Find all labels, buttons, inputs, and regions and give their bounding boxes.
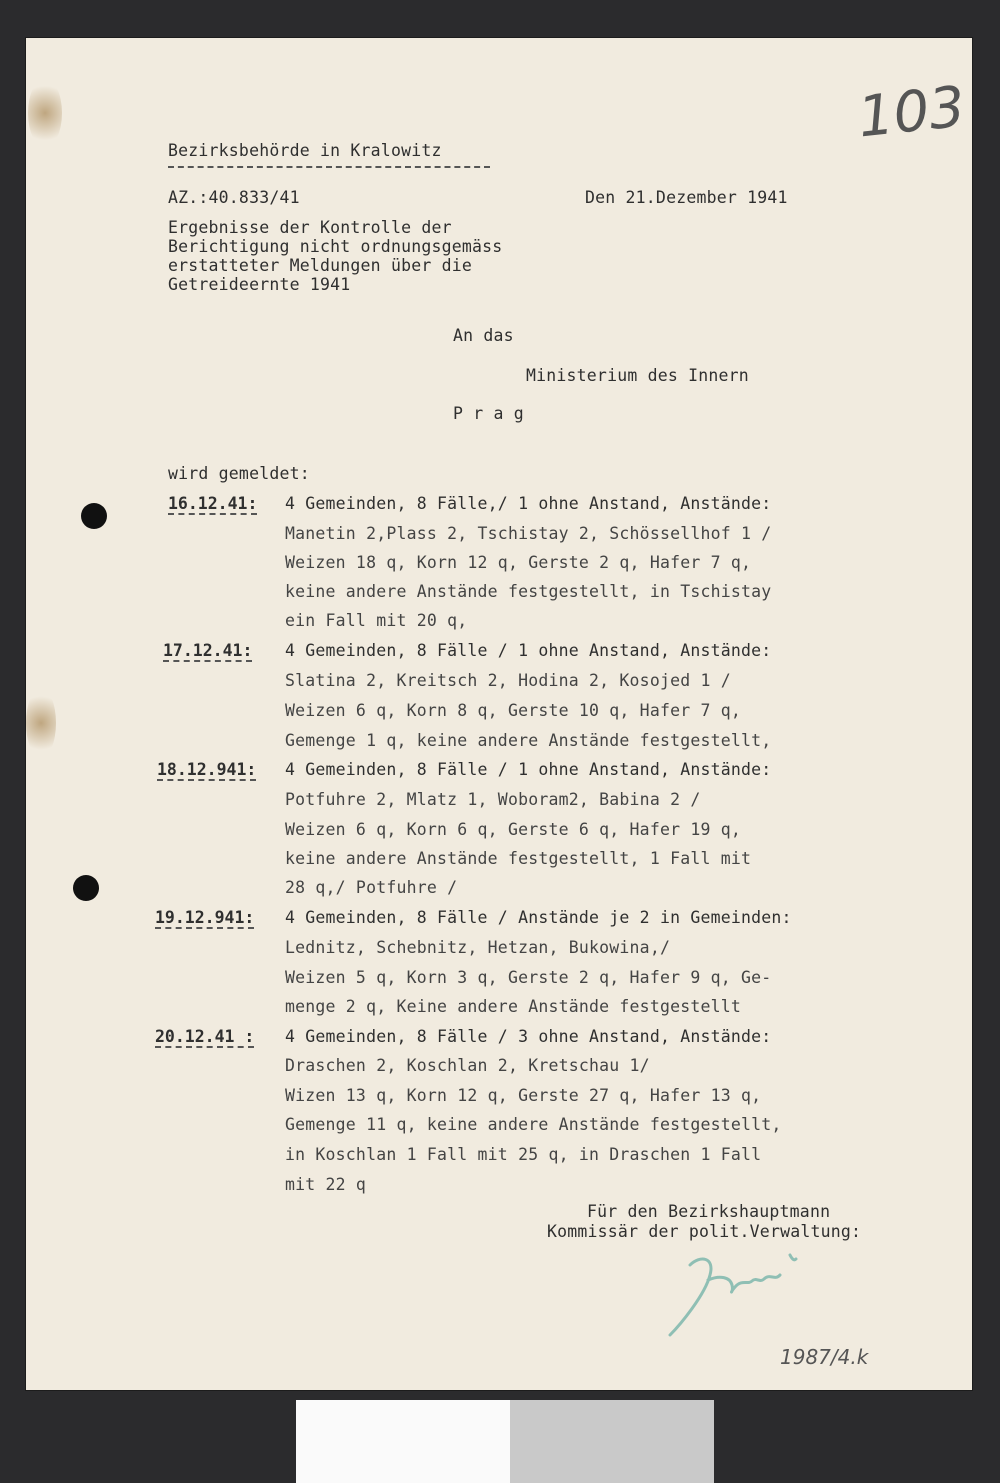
scan-calibration-gray	[510, 1400, 714, 1483]
intro-text: wird gemeldet:	[168, 464, 310, 483]
punch-hole-upper	[81, 503, 107, 529]
closing-line-1: Für den Bezirkshauptmann	[587, 1202, 831, 1221]
stain-top	[28, 78, 62, 148]
subject-line-1: Ergebnisse der Kontrolle der	[168, 218, 452, 237]
entry-line: Weizen 6 q, Korn 6 q, Gerste 6 q, Hafer 19 q,	[285, 820, 742, 839]
entry-line: Slatina 2, Kreitsch 2, Hodina 2, Kosojed 1 /	[285, 671, 731, 690]
entry-line: Weizen 18 q, Korn 12 q, Gerste 2 q, Hafer 7 q,	[285, 553, 752, 572]
page-number-annotation: 103	[854, 74, 968, 151]
document-date: Den 21.Dezember 1941	[585, 188, 788, 207]
subject-line-4: Getreideernte 1941	[168, 275, 351, 294]
entry-line: 4 Gemeinden, 8 Fälle / 1 ohne Anstand, Anstände:	[285, 641, 772, 660]
entry-line: menge 2 q, Keine andere Anstände festgestellt	[285, 997, 742, 1016]
punch-hole-lower	[73, 875, 99, 901]
entry-line: Manetin 2,Plass 2, Tschistay 2, Schössellhof 1 /	[285, 524, 772, 543]
entry-line: 28 q,/ Potfuhre /	[285, 878, 458, 897]
entry-date: 19.12.941:	[155, 908, 255, 927]
archive-mark: 1987/4.k	[780, 1345, 869, 1369]
entry-line: Potfuhre 2, Mlatz 1, Woboram2, Babina 2 /	[285, 790, 701, 809]
entry-line: 4 Gemeinden, 8 Fälle / Anstände je 2 in Gemeinden:	[285, 908, 792, 927]
scan-calibration-white	[296, 1400, 510, 1483]
entry-date: 16.12.41:	[168, 494, 258, 513]
entry-date: 17.12.41:	[163, 641, 253, 660]
entry-line: Weizen 6 q, Korn 8 q, Gerste 10 q, Hafer 7 q,	[285, 701, 742, 720]
handwritten-signature	[660, 1235, 840, 1345]
entry-line: mit 22 q	[285, 1175, 367, 1194]
subject-line-3: erstatteter Meldungen über die	[168, 256, 473, 275]
entry-line: ein Fall mit 20 q,	[285, 611, 468, 630]
subject-line-2: Berichtigung nicht ordnungsgemäss	[168, 237, 503, 256]
entry-line: Lednitz, Schebnitz, Hetzan, Bukowina,/	[285, 938, 671, 957]
entry-line: 4 Gemeinden, 8 Fälle / 3 ohne Anstand, Anstände:	[285, 1027, 772, 1046]
entry-line: Draschen 2, Koschlan 2, Kretschau 1/	[285, 1056, 650, 1075]
entry-line: 4 Gemeinden, 8 Fälle,/ 1 ohne Anstand, Anstände:	[285, 494, 772, 513]
entry-line: Gemenge 1 q, keine andere Anstände festgestellt,	[285, 731, 772, 750]
entry-line: keine andere Anstände festgestellt, 1 Fall mit	[285, 849, 752, 868]
entry-line: Weizen 5 q, Korn 3 q, Gerste 2 q, Hafer 9 q, Ge-	[285, 968, 772, 987]
entry-line: 4 Gemeinden, 8 Fälle / 1 ohne Anstand, Anstände:	[285, 760, 772, 779]
office-name: Bezirksbehörde in Kralowitz	[168, 141, 442, 160]
recipient-line-1: An das	[453, 326, 514, 345]
closing-line-2: Kommissär der polit.Verwaltung:	[547, 1222, 862, 1241]
entry-line: Wizen 13 q, Korn 12 q, Gerste 27 q, Hafer 13 q,	[285, 1086, 762, 1105]
recipient-line-2: Ministerium des Innern	[526, 366, 749, 385]
entry-date: 20.12.41 :	[155, 1027, 255, 1046]
office-underline	[168, 166, 490, 168]
entry-line: Gemenge 11 q, keine andere Anstände festgestellt,	[285, 1115, 782, 1134]
entry-date: 18.12.941:	[157, 760, 257, 779]
reference-number: AZ.:40.833/41	[168, 188, 300, 207]
stain-middle	[26, 688, 56, 758]
entry-line: in Koschlan 1 Fall mit 25 q, in Draschen 1 Fall	[285, 1145, 762, 1164]
entry-line: keine andere Anstände festgestellt, in Tschistay	[285, 582, 772, 601]
recipient-line-3: P r a g	[453, 404, 524, 423]
